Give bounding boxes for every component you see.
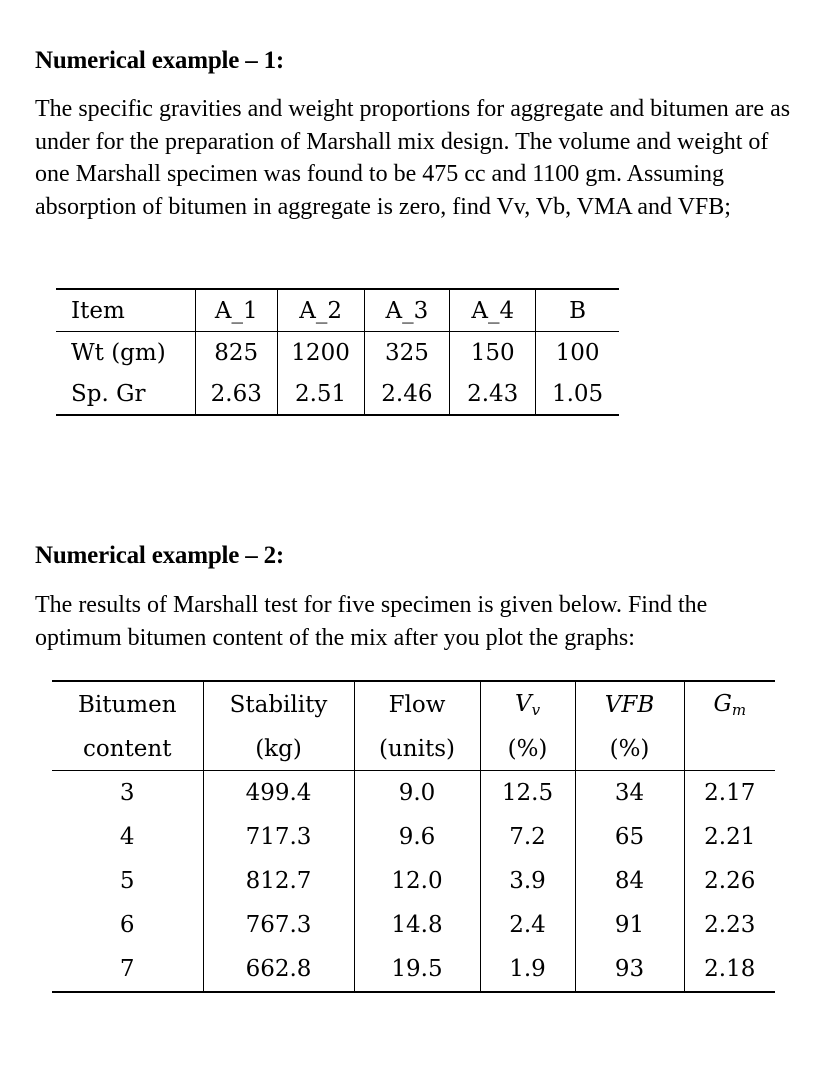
table-cell: 1.05 [536, 373, 619, 415]
table-cell: 93 [575, 947, 684, 992]
vv-symbol: V [514, 691, 532, 717]
header-unit-cell: (%) [575, 728, 684, 771]
table-cell: 2.21 [684, 815, 775, 859]
header-unit-cell: (kg) [203, 728, 354, 771]
header-cell: A_3 [364, 289, 450, 332]
header-cell-flow: Flow [354, 681, 480, 728]
table-row [56, 373, 619, 415]
table-cell: 100 [536, 332, 619, 374]
table-cell: 84 [575, 859, 684, 903]
vv-subscript: v [531, 701, 541, 719]
header-unit-cell [684, 728, 775, 771]
header-unit-cell: (units) [354, 728, 480, 771]
example-2-heading: Numerical example – 2: [35, 542, 285, 569]
header-cell-vfb [575, 681, 684, 728]
table-cell: 9.6 [354, 815, 480, 859]
table-cell: 1.9 [480, 947, 575, 992]
table-cell: 2.23 [684, 903, 775, 947]
table-cell: 2.4 [480, 903, 575, 947]
table-cell: 2.18 [684, 947, 775, 992]
table-cell: 812.7 [203, 859, 354, 903]
table-cell: 2.46 [364, 373, 450, 415]
row-label: Sp. Gr [71, 380, 146, 407]
table-cell: 12.0 [354, 859, 480, 903]
vfb-symbol: VFB [604, 692, 655, 718]
table-cell: 2.26 [684, 859, 775, 903]
header-cell: B [536, 289, 619, 332]
table-cell: 717.3 [203, 815, 354, 859]
header-cell: A_4 [450, 289, 536, 332]
table-row [56, 332, 619, 374]
table-header-row [52, 728, 775, 771]
table-cell: 325 [364, 332, 450, 374]
header-cell-bitumen: Bitumen [77, 692, 177, 718]
table-row [52, 947, 775, 992]
example-1-heading: Numerical example – 1: [35, 47, 285, 74]
table-cell: 499.4 [203, 771, 354, 816]
table-cell: 2.63 [195, 373, 277, 415]
table-cell: 662.8 [203, 947, 354, 992]
header-item-label: Item [56, 289, 195, 332]
table-cell: 9.0 [354, 771, 480, 816]
table-cell: 19.5 [354, 947, 480, 992]
table-cell: 65 [575, 815, 684, 859]
example-2-table [52, 680, 775, 993]
gm-subscript: m [731, 701, 747, 719]
table-cell: 767.3 [203, 903, 354, 947]
table-cell: 3 [119, 780, 135, 806]
header-unit-cell: (%) [480, 728, 575, 771]
table-header-row [56, 289, 619, 332]
table-cell: 2.17 [684, 771, 775, 816]
table-cell: 825 [195, 332, 277, 374]
table-cell: 5 [119, 868, 135, 894]
header-cell: A_2 [277, 289, 364, 332]
header-cell-stability: Stability [203, 681, 354, 728]
example-1-table [56, 288, 619, 416]
table-row [52, 859, 775, 903]
header-cell: A_1 [195, 289, 277, 332]
table-cell: 34 [575, 771, 684, 816]
table-header-row [52, 681, 775, 728]
example-1-paragraph: The specific gravities and weight proportions for aggregate and bitumen are as under for the preparation of Marshall mix design. The volume and weight of one Marshall specimen was found to be 475 cc and 1100 gm. Assuming absorption of bitumen in aggregate is zero, find Vv, Vb, VMA and VFB; [35, 96, 791, 220]
table-cell: 1200 [277, 332, 364, 374]
table-row [52, 903, 775, 947]
table-cell: 2.43 [450, 373, 536, 415]
table-row [52, 771, 775, 816]
table-cell: 7.2 [480, 815, 575, 859]
table-cell: 150 [450, 332, 536, 374]
header-unit-cell: content [52, 728, 203, 771]
table-cell: 4 [119, 824, 135, 850]
table-cell: 6 [119, 912, 135, 938]
header-cell-vv [480, 681, 575, 728]
table-cell: 7 [119, 956, 135, 982]
table-cell: 14.8 [354, 903, 480, 947]
table-cell: 12.5 [480, 771, 575, 816]
gm-symbol: G [713, 691, 732, 717]
header-cell-gm [684, 681, 775, 728]
table-cell: 2.51 [277, 373, 364, 415]
table-row [52, 815, 775, 859]
table-cell: 3.9 [480, 859, 575, 903]
row-label: Wt (gm) [71, 339, 166, 366]
table-cell: 91 [575, 903, 684, 947]
example-2-paragraph: The results of Marshall test for five specimen is given below. Find the optimum bitumen content of the mix after you plot the graphs: [35, 592, 708, 651]
